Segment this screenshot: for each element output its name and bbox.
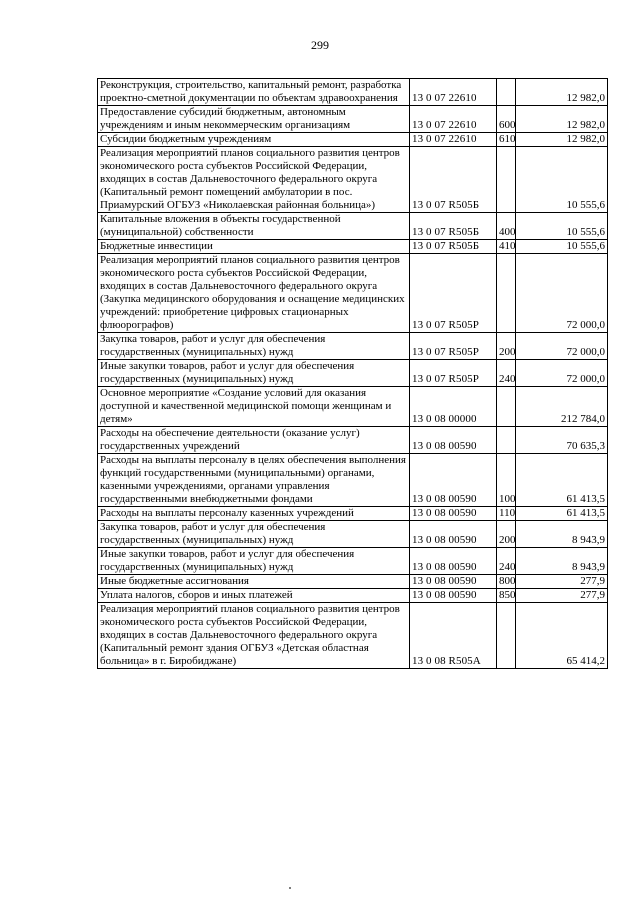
table-row: [98, 106, 608, 133]
row-name: Уплата налогов, сборов и иных платежей: [98, 589, 410, 603]
row-name: Капитальные вложения в объекты государственной (муниципальной) собственности: [98, 213, 410, 240]
table-row: [98, 548, 608, 575]
row-type: 240: [497, 548, 516, 575]
budget-table: [97, 78, 608, 669]
scan-speck: [289, 887, 291, 889]
table-row: [98, 589, 608, 603]
row-name: Реконструкция, строительство, капитальный ремонт, разработка проектно-сметной документации по объектам здравоохранения: [98, 79, 410, 106]
row-sum: 12 982,0: [516, 106, 608, 133]
row-code: 13 0 07 22610: [410, 133, 497, 147]
table-row: [98, 507, 608, 521]
row-code: 13 0 07 22610: [410, 79, 497, 106]
row-code: 13 0 07 R505P: [410, 360, 497, 387]
row-name: Основное мероприятие «Создание условий для оказания доступной и качественной медицинской помощи женщинам и детям»: [98, 387, 410, 427]
table-row: [98, 254, 608, 333]
row-name: Расходы на выплаты персоналу в целях обеспечения выполнения функций государственными (муниципальными) органами, казенными учреждениями, органами управления государственными внебюджетными фондами: [98, 454, 410, 507]
row-name: Закупка товаров, работ и услуг для обеспечения государственных (муниципальных) нужд: [98, 333, 410, 360]
row-type: 200: [497, 521, 516, 548]
row-code: 13 0 07 R505Б: [410, 240, 497, 254]
row-type: 850: [497, 589, 516, 603]
row-code: 13 0 07 R505P: [410, 254, 497, 333]
row-type: [497, 147, 516, 213]
table-row: [98, 333, 608, 360]
row-sum: 8 943,9: [516, 521, 608, 548]
row-type: [497, 427, 516, 454]
row-name: Бюджетные инвестиции: [98, 240, 410, 254]
row-sum: 61 413,5: [516, 507, 608, 521]
row-name: Реализация мероприятий планов социального развития центров экономического роста субъектов Российской Федерации, входящих в состав Дальневосточного федерального округа (Капитальный ремонт помещений амбулатории в пос. Приамурский ОГБУЗ «Николаевская районная больница»): [98, 147, 410, 213]
row-sum: 65 414,2: [516, 603, 608, 669]
row-name: Реализация мероприятий планов социального развития центров экономического роста субъектов Российской Федерации, входящих в состав Дальневосточного федерального округа (Капитальный ремонт здания ОГБУЗ «Детская областная больница» в г. Биробиджане): [98, 603, 410, 669]
row-sum: 277,9: [516, 589, 608, 603]
row-code: 13 0 08 00590: [410, 454, 497, 507]
page-number: 299: [311, 38, 329, 52]
row-code: 13 0 07 R505P: [410, 333, 497, 360]
table-row: [98, 427, 608, 454]
row-code: 13 0 08 00590: [410, 589, 497, 603]
row-sum: 10 555,6: [516, 147, 608, 213]
row-name: Субсидии бюджетным учреждениям: [98, 133, 410, 147]
row-sum: 70 635,3: [516, 427, 608, 454]
row-name: Иные закупки товаров, работ и услуг для обеспечения государственных (муниципальных) нужд: [98, 548, 410, 575]
row-name: Закупка товаров, работ и услуг для обеспечения государственных (муниципальных) нужд: [98, 521, 410, 548]
row-type: 410: [497, 240, 516, 254]
row-sum: 12 982,0: [516, 79, 608, 106]
table-row: [98, 521, 608, 548]
row-name: Реализация мероприятий планов социального развития центров экономического роста субъектов Российской Федерации, входящих в состав Дальневосточного федерального округа (Закупка медицинского оборудования и оснащение медицинских учреждений: приобретение цифровых стационарных флюорографов): [98, 254, 410, 333]
row-code: 13 0 08 R505A: [410, 603, 497, 669]
table-row: [98, 133, 608, 147]
table-row: [98, 79, 608, 106]
row-code: 13 0 07 R505Б: [410, 147, 497, 213]
row-name: Расходы на выплаты персоналу казенных учреждений: [98, 507, 410, 521]
table-row: [98, 603, 608, 669]
row-sum: 8 943,9: [516, 548, 608, 575]
row-code: 13 0 08 00590: [410, 427, 497, 454]
table-row: [98, 387, 608, 427]
row-type: 200: [497, 333, 516, 360]
row-type: 600: [497, 106, 516, 133]
row-code: 13 0 08 00590: [410, 575, 497, 589]
row-code: 13 0 08 00590: [410, 521, 497, 548]
row-code: 13 0 07 R505Б: [410, 213, 497, 240]
row-code: 13 0 08 00000: [410, 387, 497, 427]
table-row: [98, 360, 608, 387]
row-type: [497, 79, 516, 106]
row-type: 610: [497, 133, 516, 147]
row-sum: 61 413,5: [516, 454, 608, 507]
row-name: Предоставление субсидий бюджетным, автономным учреждениям и иным некоммерческим организациям: [98, 106, 410, 133]
row-sum: 10 555,6: [516, 240, 608, 254]
row-code: 13 0 07 22610: [410, 106, 497, 133]
row-sum: 277,9: [516, 575, 608, 589]
row-type: 100: [497, 454, 516, 507]
row-code: 13 0 08 00590: [410, 548, 497, 575]
row-name: Иные бюджетные ассигнования: [98, 575, 410, 589]
table-row: [98, 575, 608, 589]
row-type: 400: [497, 213, 516, 240]
row-type: [497, 387, 516, 427]
row-type: [497, 254, 516, 333]
row-type: 800: [497, 575, 516, 589]
table-row: [98, 240, 608, 254]
row-sum: 72 000,0: [516, 360, 608, 387]
table-row: [98, 147, 608, 213]
row-name: Иные закупки товаров, работ и услуг для обеспечения государственных (муниципальных) нужд: [98, 360, 410, 387]
row-sum: 72 000,0: [516, 333, 608, 360]
row-sum: 12 982,0: [516, 133, 608, 147]
row-type: 240: [497, 360, 516, 387]
row-name: Расходы на обеспечение деятельности (оказание услуг) государственных учреждений: [98, 427, 410, 454]
row-sum: 72 000,0: [516, 254, 608, 333]
row-sum: 212 784,0: [516, 387, 608, 427]
row-sum: 10 555,6: [516, 213, 608, 240]
row-code: 13 0 08 00590: [410, 507, 497, 521]
row-type: [497, 603, 516, 669]
row-type: 110: [497, 507, 516, 521]
table-row: [98, 213, 608, 240]
table-row: [98, 454, 608, 507]
